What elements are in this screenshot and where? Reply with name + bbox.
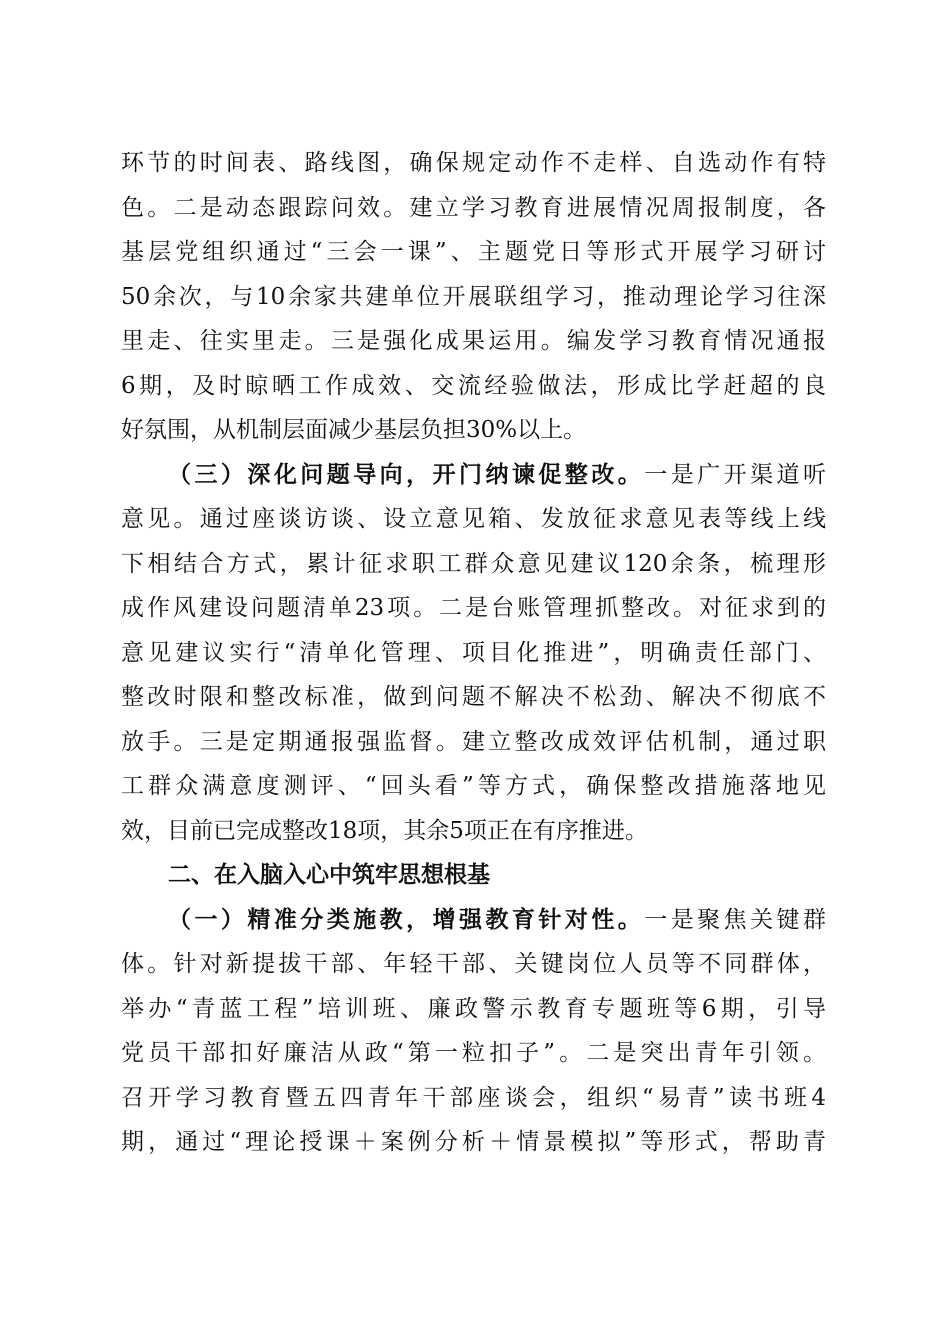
section-1-heading: （一）精准分类施教，增强教育针对性。 <box>168 905 645 933</box>
paragraph-line: 效，目前已完成整改18项，其余5项正在有序推进。 <box>121 817 648 844</box>
paragraph-line: 意见建议实行“清单化管理、项目化推进”，明确责任部门、 <box>121 639 826 666</box>
paragraph-line: 意见。通过座谈访谈、设立意见箱、发放征求意见表等线上线 <box>121 506 826 532</box>
paragraph-line: 好氛围，从机制层面减少基层负担30%以上。 <box>121 417 587 443</box>
section-3-heading: （三）深化问题导向，开门纳谏促整改。 <box>168 460 645 488</box>
paragraph-line: 50余次，与10余家共建单位开展联组学习，推动理论学习往深 <box>121 283 826 310</box>
paragraph-line: 基层党组织通过“三会一课”、主题党日等形式开展学习研讨 <box>121 239 826 265</box>
section-1-first-text: 一是聚焦关键群 <box>644 906 827 933</box>
paragraph-line: 色。二是动态跟踪问效。建立学习教育进展情况周报制度，各 <box>121 194 826 221</box>
paragraph-line: 整改时限和整改标准，做到问题不解决不松劲、解决不彻底不 <box>121 684 826 710</box>
section-3-first-line <box>121 453 826 498</box>
paragraph-line: 党员干部扣好廉洁从政“第一粒扣子”。二是突出青年引领。 <box>121 1040 826 1066</box>
paragraph-line: 召开学习教育暨五四青年干部座谈会，组织“易青”读书班4 <box>121 1084 826 1111</box>
paragraph-line: 放手。三是定期通报强监督。建立整改成效评估机制，通过职 <box>121 728 826 755</box>
paragraph-line: 体。针对新提拔干部、年轻干部、关键岗位人员等不同群体， <box>121 951 826 977</box>
paragraph-line: 6期，及时晾晒工作成效、交流经验做法，形成比学赶超的良 <box>121 372 826 399</box>
document-page <box>121 141 826 1165</box>
part-2-heading: 二、在入脑入心中筑牢思想根基 <box>168 861 490 888</box>
paragraph-line: 期，通过“理论授课＋案例分析＋情景模拟”等形式，帮助青 <box>121 1129 826 1155</box>
paragraph-line: 环节的时间表、路线图，确保规定动作不走样、自选动作有特 <box>121 150 826 176</box>
paragraph-line: 下相结合方式，累计征求职工群众意见建议120余条，梳理形 <box>121 550 826 577</box>
section-1-first-line <box>121 898 826 943</box>
paragraph-line: 工群众满意度测评、“回头看”等方式，确保整改措施落地见 <box>121 773 826 799</box>
section-3-first-text: 一是广开渠道听 <box>644 461 827 488</box>
paragraph-line: 举办“青蓝工程”培训班、廉政警示教育专题班等6期，引导 <box>121 995 826 1022</box>
paragraph-line: 里走、往实里走。三是强化成果运用。编发学习教育情况通报 <box>121 328 826 354</box>
paragraph-line: 成作风建设问题清单23项。二是台账管理抓整改。对征求到的 <box>121 595 826 621</box>
